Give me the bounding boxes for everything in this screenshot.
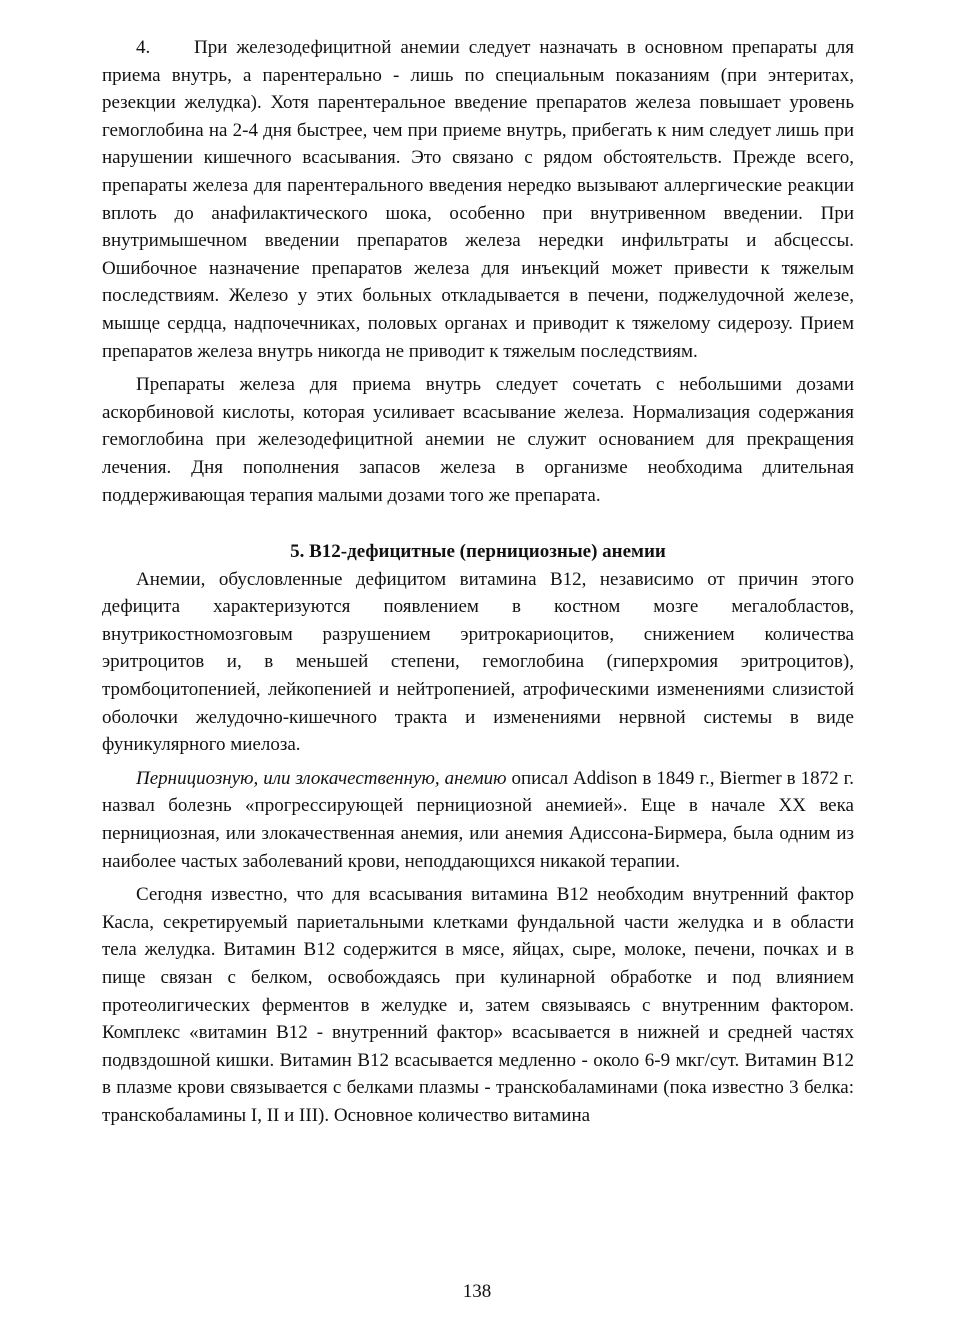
page-number: 138 xyxy=(462,1281,492,1302)
page-body xyxy=(102,34,854,1130)
italic-term: Пернициозную, или злокачественную, анемию xyxy=(136,767,507,789)
paragraph-history xyxy=(102,765,854,875)
paragraph-text: описал Addison в 1849 г., Biermer в 1872 г. назвал болезнь «прогрессирующей пернициозной анемией». Еще в начале XX века пернициозная, или злокачественная анемия, или анемия Адиссона-Бирмера, была одним из наиболее частых заболеваний крови, неподдающихся никакой терапии. xyxy=(102,767,854,872)
paragraph-text: При железодефицитной анемии следует назначать в основном препараты для приема внутрь, а парентерально - лишь по специальным показаниям (при энтеритах, резекции желудка). Хотя парентеральное введение препаратов железа повышает уровень гемоглобина на 2-4 дня быстрее, чем при приеме внутрь, прибегать к ним следует лишь при нарушении кишечного всасывания. Это связано с рядом обстоятельств. Прежде всего, препараты железа для парентерального введения нередко вызывают аллергические реакции вплоть до анафилактического шока, особенно при внутривенном введении. При внутримышечном введении препаратов железа нередки инфильтраты и абсцессы. Ошибочное назначение препаратов железа для инъекций может привести к тяжелым последствиям. Железо у этих больных откладывается в печени, поджелудочной железе, мышце сердца, надпочечниках, половых органах и приводит к тяжелому сидерозу. Прием препаратов железа внутрь никогда не приводит к тяжелым последствиям. xyxy=(102,37,854,362)
paragraph-b12-definition: Анемии, обусловленные дефицитом витамина В12, независимо от причин этого дефицита характеризуются появлением в костном мозге мегалобластов, внутрикостномозговым разрушением эритрокариоцитов, снижением количества эритроцитов и, в меньшей степени, гемоглобина (гиперхромия эритроцитов), тромбоцитопенией, лейкопенией и нейтропенией, атрофическими изменениями слизистой оболочки желудочно-кишечного тракта и изменениями нервной системы в виде фуникулярного миелоза. xyxy=(102,568,854,756)
paragraph-item-4 xyxy=(102,34,854,365)
paragraph-oral-iron: Препараты железа для приема внутрь следует сочетать с небольшими дозами аскорбиновой кислоты, которая усиливает всасывание железа. Нормализация содержания гемоглобина при железодефицитной анемии не служит основанием для прекращения лечения. Дня пополнения запасов железа в организме необходима длительная поддерживающая терапия малыми дозами того же препарата. xyxy=(102,374,854,506)
section-heading: 5. В12-дефицитные (пернициозные) анемии xyxy=(290,541,666,563)
paragraph-absorption: Сегодня известно, что для всасывания витамина В12 необходим внутренний фактор Касла, секретируемый париетальными клетками фундальной части желудка и в области тела желудка. Витамин В12 содержится в мясе, яйцах, сыре, молоке, печени, почках и в пище связан с белком, освобождаясь при кулинарной обработке и под влиянием протеолигических ферментов в желудке и, затем связываясь с внутренним фактором. Комплекс «витамин В12 - внутренний фактор» всасывается в нижней и средней частях подвздошной кишки. Витамин В12 всасывается медленно - около 6-9 мкг/сут. Витамин В12 в плазме крови связывается с белками плазмы - транскобаламинами (пока известно 3 белка: транскобаламины I, II и III). Основное количество витамина xyxy=(102,884,854,1126)
list-number: 4. xyxy=(136,37,151,58)
